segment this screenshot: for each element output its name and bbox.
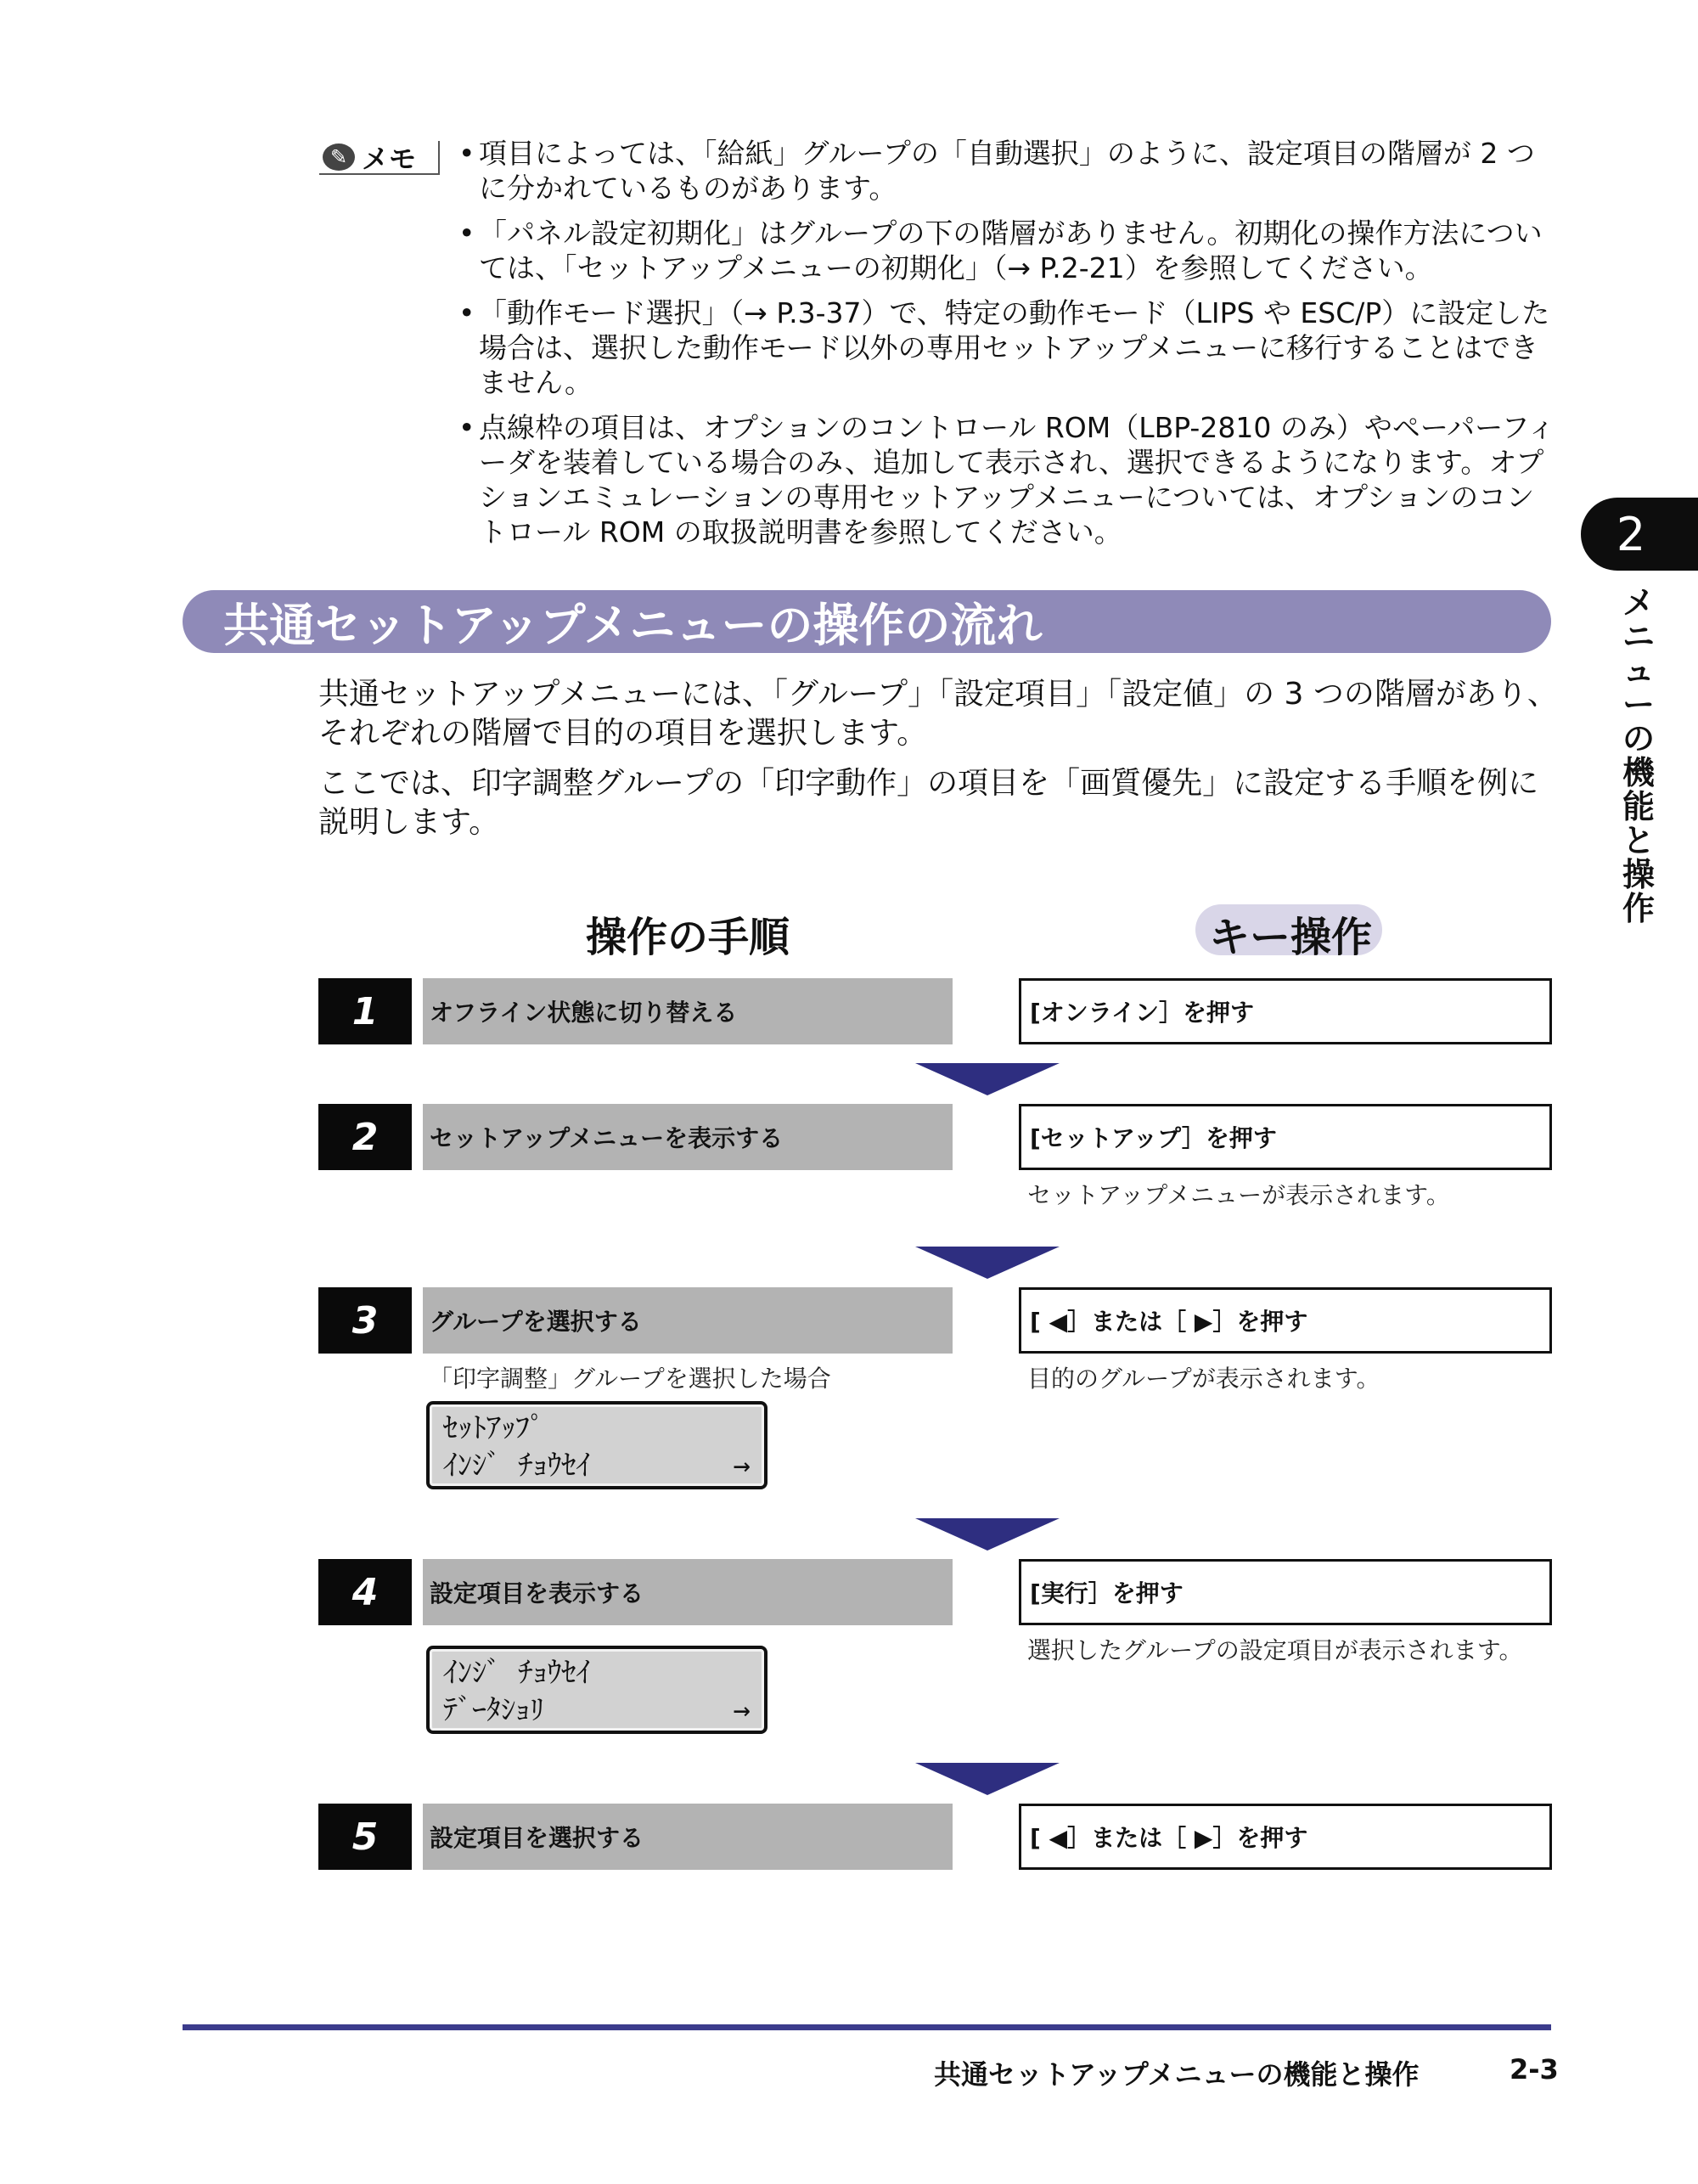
step-number: 4 — [318, 1559, 412, 1625]
step-action: 設定項目を選択する — [423, 1804, 953, 1870]
intro-paragraph: 共通セットアップメニューには、「グループ」「設定項目」「設定値」の 3 つの階層があり、それぞれの階層で目的の項目を選択します。 — [318, 677, 1558, 751]
key-instruction: [オンライン］を押す — [1019, 978, 1552, 1044]
memo-item: • 点線枠の項目は、オプションのコントロール ROM（LBP-2810 のみ）やペーパーフィーダを装着している場合のみ、追加して表示され、選択できるようになります。オプションエミュレーションの専用セットアップメニューについては、オプションのコントロール ROM の取扱説明書を参照してください。 — [458, 410, 1562, 549]
lcd-line: ｾｯﾄｱｯﾌﾟ — [443, 1411, 544, 1445]
step-number: 2 — [318, 1104, 412, 1170]
right-arrow-icon: → — [733, 1449, 751, 1483]
section-title: 共通セットアップメニューの操作の流れ — [183, 590, 1551, 653]
down-arrow-icon — [915, 1763, 1060, 1795]
key-heading: キー操作 — [1208, 914, 1372, 961]
lcd-display — [426, 1401, 767, 1489]
footer-title: 共通セットアップメニューの機能と操作 — [934, 2058, 1420, 2091]
key-instruction: [実行］を押す — [1019, 1559, 1552, 1625]
step-number: 5 — [318, 1804, 412, 1870]
memo-item: • 「パネル設定初期化」はグループの下の階層がありません。初期化の操作方法については、「セットアップメニューの初期化」（→ P.2-21）を参照してください。 — [458, 216, 1562, 285]
right-arrow-icon: → — [733, 1693, 751, 1727]
down-arrow-icon — [915, 1518, 1060, 1551]
memo-badge — [319, 141, 440, 175]
chapter-tab-number: 2 — [1581, 498, 1698, 571]
action-note: 「印字調整」グループを選択した場合 — [429, 1365, 831, 1393]
lcd-line: ﾃﾞｰﾀｼｮﾘ → — [443, 1693, 751, 1727]
procedure-heading: 操作の手順 — [585, 914, 790, 961]
lcd-line: ｲﾝｼﾞ ﾁｮｳｾｲ — [443, 1656, 591, 1690]
step-number: 1 — [318, 978, 412, 1044]
key-instruction: [セットアップ］を押す — [1019, 1104, 1552, 1170]
memo-label: メモ — [362, 143, 417, 175]
footer-rule — [183, 2024, 1551, 2030]
intro-paragraph: ここでは、印字調整グループの「印字動作」の項目を「画質優先」に設定する手順を例に説明します。 — [318, 766, 1539, 840]
step-action: グループを選択する — [423, 1287, 953, 1354]
memo-list — [458, 136, 1562, 560]
key-note: 選択したグループの設定項目が表示されます。 — [1027, 1636, 1523, 1664]
memo-item: • 項目によっては、「給紙」グループの「自動選択」のように、設定項目の階層が 2 つに分かれているものがあります。 — [458, 136, 1562, 205]
key-instruction: [ ◀］または［ ▶］を押す — [1019, 1287, 1552, 1354]
step-action: 設定項目を表示する — [423, 1559, 953, 1625]
step-action: セットアップメニューを表示する — [423, 1104, 953, 1170]
memo-item: • 「動作モード選択」（→ P.3-37）で、特定の動作モード（LIPS や ESC/P）に設定した場合は、選択した動作モード以外の専用セットアップメニューに移行することはできません。 — [458, 296, 1562, 400]
step-number: 3 — [318, 1287, 412, 1354]
lcd-line: ｲﾝｼﾞ ﾁｮｳｾｲ → — [443, 1449, 751, 1483]
key-note: 目的のグループが表示されます。 — [1027, 1365, 1380, 1393]
key-note: セットアップメニューが表示されます。 — [1027, 1181, 1450, 1209]
key-instruction: [ ◀］または［ ▶］を押す — [1019, 1804, 1552, 1870]
page-number: 2-3 — [1510, 2053, 1559, 2085]
chapter-tab-label: メ ニ ュ ー の 機 能 と 操 作 — [1622, 584, 1655, 927]
lcd-display — [426, 1646, 767, 1734]
down-arrow-icon — [915, 1063, 1060, 1095]
step-action: オフライン状態に切り替える — [423, 978, 953, 1044]
down-arrow-icon — [915, 1247, 1060, 1279]
pencil-icon: ✎ — [323, 144, 355, 171]
